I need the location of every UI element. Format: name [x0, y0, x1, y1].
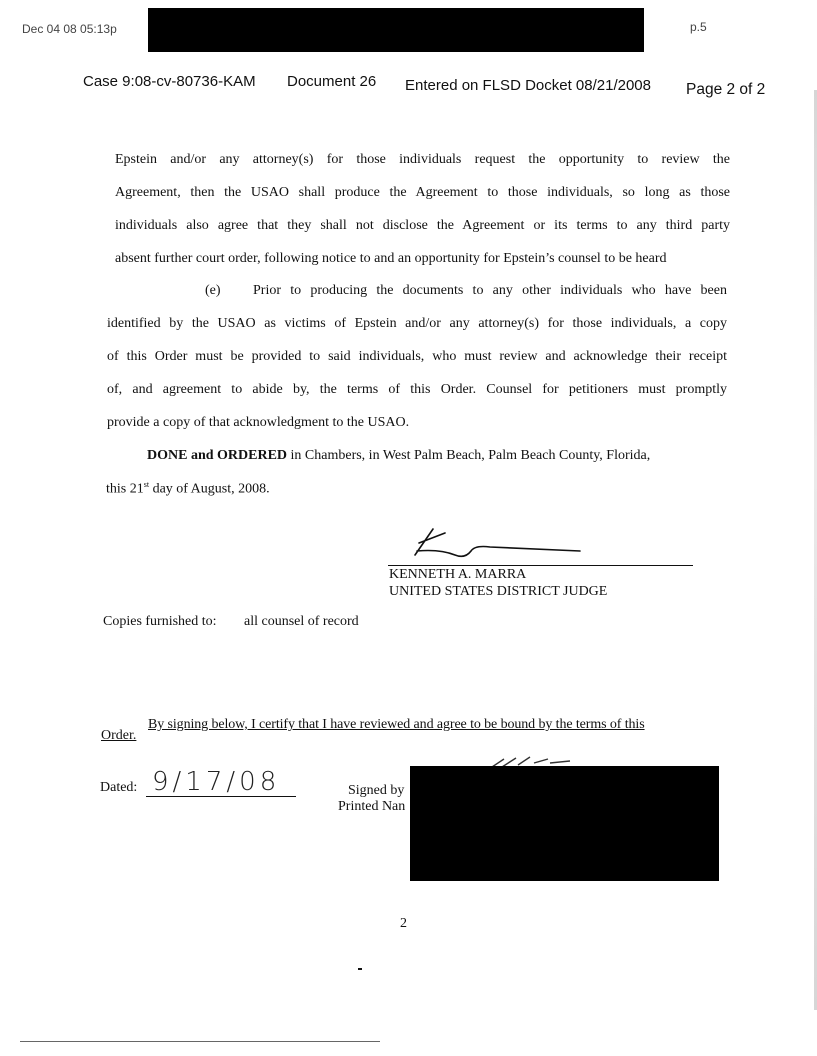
- scan-speck: [358, 968, 362, 970]
- certification-text: By signing below, I certify that I have reviewed and agree to be bound by the terms of this: [148, 717, 645, 732]
- redaction-block-header: [148, 8, 644, 52]
- body-line: of, and agreement to abide by, the terms of this Order. Counsel for petitioners must promptly: [107, 382, 727, 397]
- fax-timestamp: Dec 04 08 05:13p: [22, 22, 117, 36]
- judge-signature: [395, 525, 595, 567]
- body-line: Prior to producing the documents to any other individuals who have been: [253, 283, 727, 298]
- judge-signature-line: [388, 565, 693, 566]
- entered-docket: Entered on FLSD Docket 08/21/2008: [405, 77, 651, 94]
- order-date-line: [106, 480, 270, 498]
- dated-value: 9/17/08: [152, 767, 281, 797]
- page-of: Page 2 of 2: [686, 81, 766, 98]
- date-sup: st: [143, 480, 150, 489]
- certification-continued: Order.: [101, 728, 137, 743]
- body-line: absent further court order, following notice to and an opportunity for Epstein’s counsel to be heard: [115, 251, 667, 266]
- copies-furnished-value: all counsel of record: [244, 614, 359, 629]
- body-line: Agreement, then the USAO shall produce the Agreement to those individuals, so long as those: [115, 185, 730, 200]
- signed-by-label: Signed by: [348, 783, 405, 798]
- page-number: 2: [400, 916, 407, 931]
- printed-name-label: Printed Nan: [338, 799, 406, 814]
- redaction-block-signature: [410, 766, 719, 881]
- paragraph-label: (e): [205, 283, 221, 298]
- body-line: of this Order must be provided to said individuals, who must review and acknowledge their receipt: [107, 349, 727, 364]
- fax-page: p.5: [690, 20, 707, 34]
- body-line: provide a copy of that acknowledgment to the USAO.: [107, 415, 410, 430]
- done-ordered-bold: DONE and ORDERED: [147, 448, 288, 463]
- paragraph-e: [107, 307, 727, 439]
- done-ordered-rest: in Chambers, in West Palm Beach, Palm Beach County, Florida,: [287, 448, 651, 463]
- date-prefix: this 21: [106, 481, 144, 497]
- copies-furnished-label: Copies furnished to:: [103, 614, 217, 629]
- judge-name: KENNETH A. MARRA: [389, 567, 527, 582]
- date-suffix: day of August, 2008.: [149, 481, 270, 497]
- body-line: individuals also agree that they shall not disclose the Agreement or its terms to any third party: [115, 218, 730, 233]
- dated-line: [146, 796, 296, 797]
- judge-title: UNITED STATES DISTRICT JUDGE: [389, 584, 608, 599]
- scan-bottom-rule: [20, 1041, 380, 1042]
- done-ordered-line: [147, 448, 650, 464]
- document-number: Document 26: [287, 73, 377, 90]
- body-line: identified by the USAO as victims of Epstein and/or any attorney(s) for those individuals, a copy: [107, 316, 727, 331]
- paragraph-e-first: [253, 274, 727, 307]
- paragraph-continuation: [115, 143, 730, 275]
- body-line: Epstein and/or any attorney(s) for those individuals request the opportunity to review the: [115, 152, 730, 167]
- dated-label: Dated:: [100, 780, 138, 795]
- case-number: Case 9:08-cv-80736-KAM: [83, 73, 256, 90]
